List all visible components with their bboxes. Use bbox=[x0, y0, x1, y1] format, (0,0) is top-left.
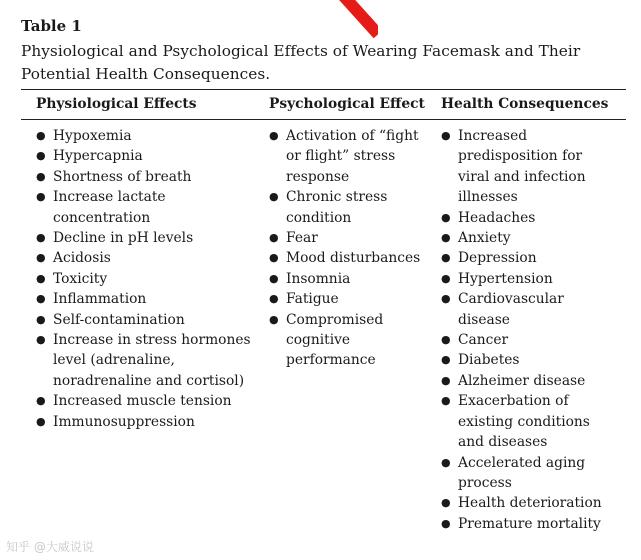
list-item bbox=[269, 126, 429, 187]
list-item bbox=[441, 269, 611, 289]
list-item-text: Alzheimer disease bbox=[458, 372, 586, 389]
list-item bbox=[36, 248, 251, 268]
list-item-text: Self-contamination bbox=[53, 311, 185, 328]
list-item-text: Depression bbox=[458, 250, 537, 267]
bullet-icon: ● bbox=[269, 129, 279, 142]
table-label: Table 1 bbox=[21, 17, 82, 35]
bullet-icon: ● bbox=[269, 292, 279, 306]
list-item bbox=[441, 514, 611, 534]
list-item-text: Decline in pH levels bbox=[53, 230, 194, 247]
bullet-icon: ● bbox=[441, 496, 451, 510]
bullet-icon: ● bbox=[36, 271, 46, 285]
bullet-icon: ● bbox=[36, 251, 46, 265]
bullet-icon: ● bbox=[36, 333, 46, 347]
bullet-icon: ● bbox=[441, 333, 451, 347]
bullet-icon: ● bbox=[36, 292, 46, 306]
list-item bbox=[36, 289, 251, 309]
list-item-text: Compromised cognitive performance bbox=[286, 311, 384, 369]
bullet-icon: ● bbox=[441, 251, 451, 265]
bullet-icon: ● bbox=[441, 373, 451, 387]
bullet-icon: ● bbox=[36, 414, 46, 428]
list-item bbox=[36, 391, 251, 411]
list-item bbox=[441, 493, 611, 513]
list-item bbox=[36, 269, 251, 289]
bullet-icon: ● bbox=[441, 271, 451, 285]
list-item-text: Chronic stress condition bbox=[286, 189, 388, 226]
list-item-text: Inflammation bbox=[53, 291, 147, 308]
bullet-icon: ● bbox=[441, 394, 451, 408]
list-item bbox=[269, 248, 429, 268]
list-item bbox=[441, 350, 611, 370]
list-item bbox=[36, 330, 251, 391]
list-item bbox=[441, 208, 611, 228]
bullet-icon: ● bbox=[36, 149, 46, 163]
list-item bbox=[36, 228, 251, 248]
list-item-text: Increased muscle tension bbox=[53, 393, 232, 410]
list-item bbox=[36, 126, 251, 146]
list-item bbox=[441, 248, 611, 268]
column-header-psychological: Psychological Effect bbox=[269, 96, 425, 112]
list-item bbox=[36, 310, 251, 330]
list-item-text: Fear bbox=[286, 230, 318, 247]
bullet-icon: ● bbox=[441, 231, 451, 245]
list-item-text: Cardiovascular disease bbox=[458, 291, 564, 328]
bullet-icon: ● bbox=[36, 190, 46, 204]
bullet-icon: ● bbox=[441, 353, 451, 367]
list-item-text: Hypertension bbox=[458, 270, 553, 287]
physiological-effects-list bbox=[36, 126, 251, 432]
list-item bbox=[441, 330, 611, 350]
list-item-text: Increase lactate concentration bbox=[53, 189, 166, 226]
bullet-icon: ● bbox=[441, 516, 451, 530]
list-item-text: Immunosuppression bbox=[53, 413, 195, 430]
bullet-icon: ● bbox=[36, 169, 46, 183]
list-item-text: Increased predisposition for viral and infection illnesses bbox=[458, 128, 586, 206]
bullet-icon: ● bbox=[269, 312, 279, 326]
list-item-text: Fatigue bbox=[286, 291, 339, 308]
list-item-text: Headaches bbox=[458, 209, 536, 226]
red-annotation-mark bbox=[334, 0, 378, 40]
table-caption: Physiological and Psychological Effects of Wearing Facemask and Their Potential Health Consequences. bbox=[21, 42, 581, 83]
bullet-icon: ● bbox=[269, 231, 279, 245]
list-item bbox=[441, 391, 611, 452]
list-item-text: Hypoxemia bbox=[53, 128, 132, 144]
list-item-text: Health deterioration bbox=[458, 495, 602, 512]
list-item-text: Shortness of breath bbox=[53, 168, 192, 185]
list-item-text: Mood disturbances bbox=[286, 250, 421, 267]
list-item-text: Activation of “fight or flight” stress response bbox=[286, 128, 419, 185]
column-header-physiological: Physiological Effects bbox=[36, 96, 197, 112]
list-item bbox=[36, 187, 251, 228]
list-item bbox=[36, 167, 251, 187]
list-item-text: Insomnia bbox=[286, 270, 351, 287]
list-item-text: Exacerbation of existing conditions and diseases bbox=[458, 393, 590, 451]
list-item bbox=[441, 289, 611, 330]
bullet-icon: ● bbox=[36, 129, 46, 142]
list-item bbox=[441, 453, 611, 494]
bullet-icon: ● bbox=[269, 271, 279, 285]
bullet-icon: ● bbox=[269, 190, 279, 204]
table-header-rule bbox=[21, 119, 626, 120]
bullet-icon: ● bbox=[441, 210, 451, 224]
list-item bbox=[269, 289, 429, 309]
bullet-icon: ● bbox=[36, 312, 46, 326]
psychological-effects-list bbox=[269, 126, 429, 371]
list-item-text: Toxicity bbox=[53, 270, 108, 287]
bullet-icon: ● bbox=[441, 455, 451, 469]
list-item-text: Diabetes bbox=[458, 352, 520, 369]
bullet-icon: ● bbox=[36, 231, 46, 245]
bullet-icon: ● bbox=[441, 129, 451, 142]
table-top-rule bbox=[21, 89, 626, 90]
list-item bbox=[441, 371, 611, 391]
list-item bbox=[441, 126, 611, 208]
bullet-icon: ● bbox=[36, 394, 46, 408]
list-item bbox=[269, 269, 429, 289]
list-item bbox=[36, 412, 251, 432]
list-item-text: Acidosis bbox=[53, 250, 111, 267]
column-header-health: Health Consequences bbox=[441, 96, 609, 112]
health-consequences-list bbox=[441, 126, 611, 534]
list-item-text: Accelerated aging process bbox=[458, 454, 586, 491]
list-item-text: Increase in stress hormones level (adrenaline, noradrenaline and cortisol) bbox=[53, 332, 251, 389]
list-item bbox=[441, 228, 611, 248]
bullet-icon: ● bbox=[441, 292, 451, 306]
list-item bbox=[269, 310, 429, 371]
list-item-text: Premature mortality bbox=[458, 515, 601, 532]
list-item bbox=[269, 228, 429, 248]
list-item bbox=[36, 146, 251, 166]
list-item-text: Cancer bbox=[458, 332, 509, 349]
list-item bbox=[269, 187, 429, 228]
list-item-text: Hypercapnia bbox=[53, 148, 143, 165]
list-item-text: Anxiety bbox=[458, 230, 511, 247]
watermark: 知乎 @大威说说 bbox=[6, 540, 94, 554]
bullet-icon: ● bbox=[269, 251, 279, 265]
